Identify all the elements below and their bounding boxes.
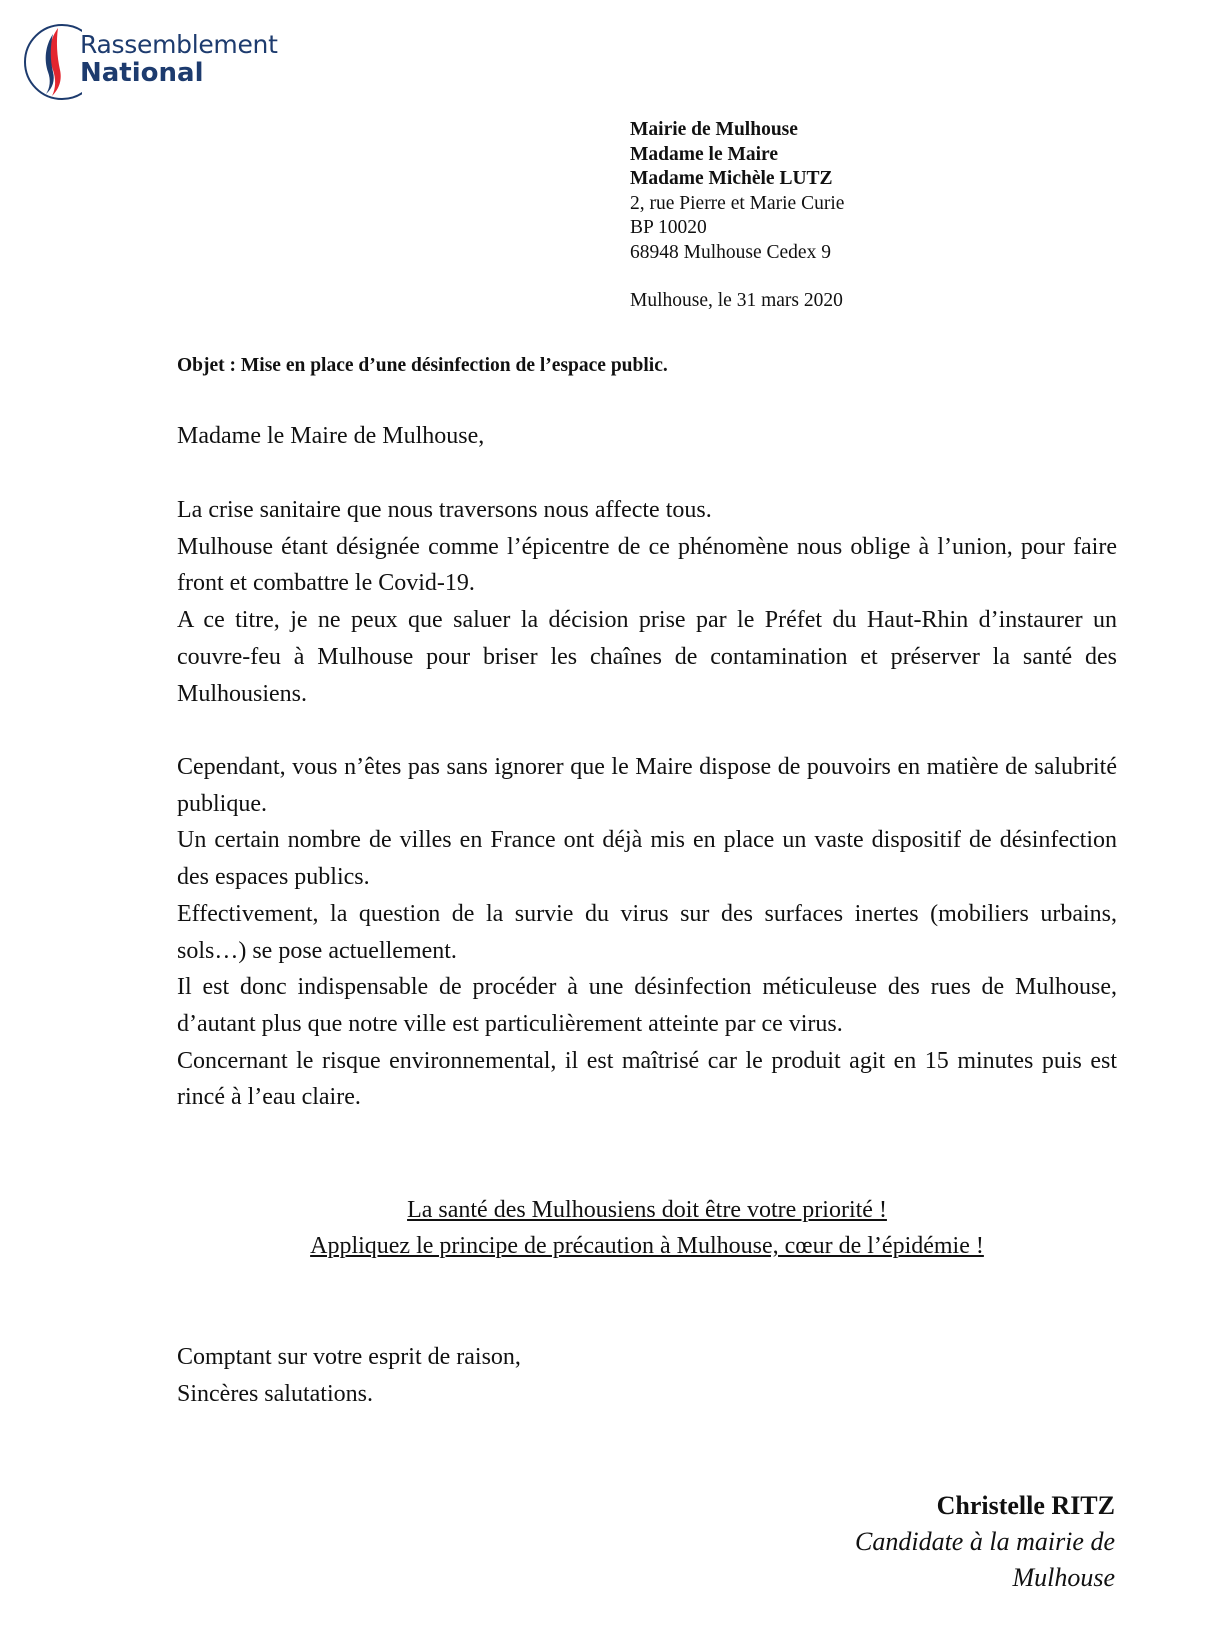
recipient-line-5: BP 10020 (630, 217, 707, 239)
paragraph-1-sentence-1: La crise sanitaire que nous traversons nous affecte tous. (177, 497, 712, 523)
flame-icon (22, 22, 82, 102)
paragraph-2-sentence-1: Cependant, vous n’êtes pas sans ignorer que le Maire dispose de pouvoirs en matière de salubrité publique. (177, 754, 1117, 817)
paragraph-2-sentence-3: Effectivement, la question de la survie du virus sur des surfaces inertes (mobiliers urbains, sols…) se pose actuellement. (177, 900, 1117, 964)
recipient-line-2: Madame le Maire (630, 143, 779, 165)
paragraph-2 (177, 749, 1117, 1116)
salutation (177, 418, 1117, 455)
paragraph-1-sentence-2: Mulhouse étant désignée comme l’épicentre de ce phénomène nous oblige à l’union, pour faire front et combattre le Covid-19. (177, 533, 1117, 597)
letter-date: Mulhouse, le 31 mars 2020 (630, 290, 843, 311)
salutation-text: Madame le Maire de Mulhouse, (177, 423, 485, 449)
recipient-line-4: 2, rue Pierre et Marie Curie (630, 192, 845, 214)
signature-block (855, 1488, 1115, 1596)
recipient-line-1: Mairie de Mulhouse (630, 119, 798, 140)
recipient-line-6: 68948 Mulhouse Cedex 9 (630, 241, 831, 263)
closing-line-2: Sincères salutations. (177, 1380, 373, 1407)
logo-line-2: National (80, 58, 204, 88)
signature-role-line-2: Mulhouse (1012, 1563, 1115, 1592)
party-logo (22, 22, 312, 104)
paragraph-1 (177, 492, 1117, 712)
recipient-address (630, 118, 844, 266)
signature-role-line-1: Candidate à la mairie de (855, 1527, 1115, 1556)
slogans (177, 1192, 1117, 1264)
paragraph-2-sentence-5: Concernant le risque environnemental, il est maîtrisé car le produit agit en 15 minutes puis est rincé à l’eau claire. (177, 1047, 1117, 1111)
closing-line-1: Comptant sur votre esprit de raison, (177, 1344, 521, 1370)
letter-subject: Objet : Mise en place d’une désinfection de l’espace public. (177, 355, 668, 376)
closing (177, 1339, 1117, 1412)
recipient-line-3: Madame Michèle LUTZ (630, 168, 833, 190)
paragraph-1-sentence-3: A ce titre, je ne peux que saluer la décision prise par le Préfet du Haut-Rhin d’instaurer un couvre-feu à Mulhouse pour briser les chaînes de contamination et préserver la santé des Mulhousiens. (177, 607, 1117, 707)
signature-name: Christelle RITZ (936, 1491, 1115, 1520)
slogan-line-2: Appliquez le principe de précaution à Mulhouse, cœur de l’épidémie ! (310, 1233, 984, 1259)
paragraph-2-sentence-4: Il est donc indispensable de procéder à une désinfection méticuleuse des rues de Mulhouse, d’autant plus que notre ville est particulièrement atteinte par ce virus. (177, 974, 1117, 1037)
logo-line-1: Rassemblement (80, 30, 278, 59)
paragraph-2-sentence-2: Un certain nombre de villes en France ont déjà mis en place un vaste dispositif de désinfection des espaces publics. (177, 827, 1117, 891)
slogan-line-1: La santé des Mulhousiens doit être votre priorité ! (407, 1197, 887, 1223)
